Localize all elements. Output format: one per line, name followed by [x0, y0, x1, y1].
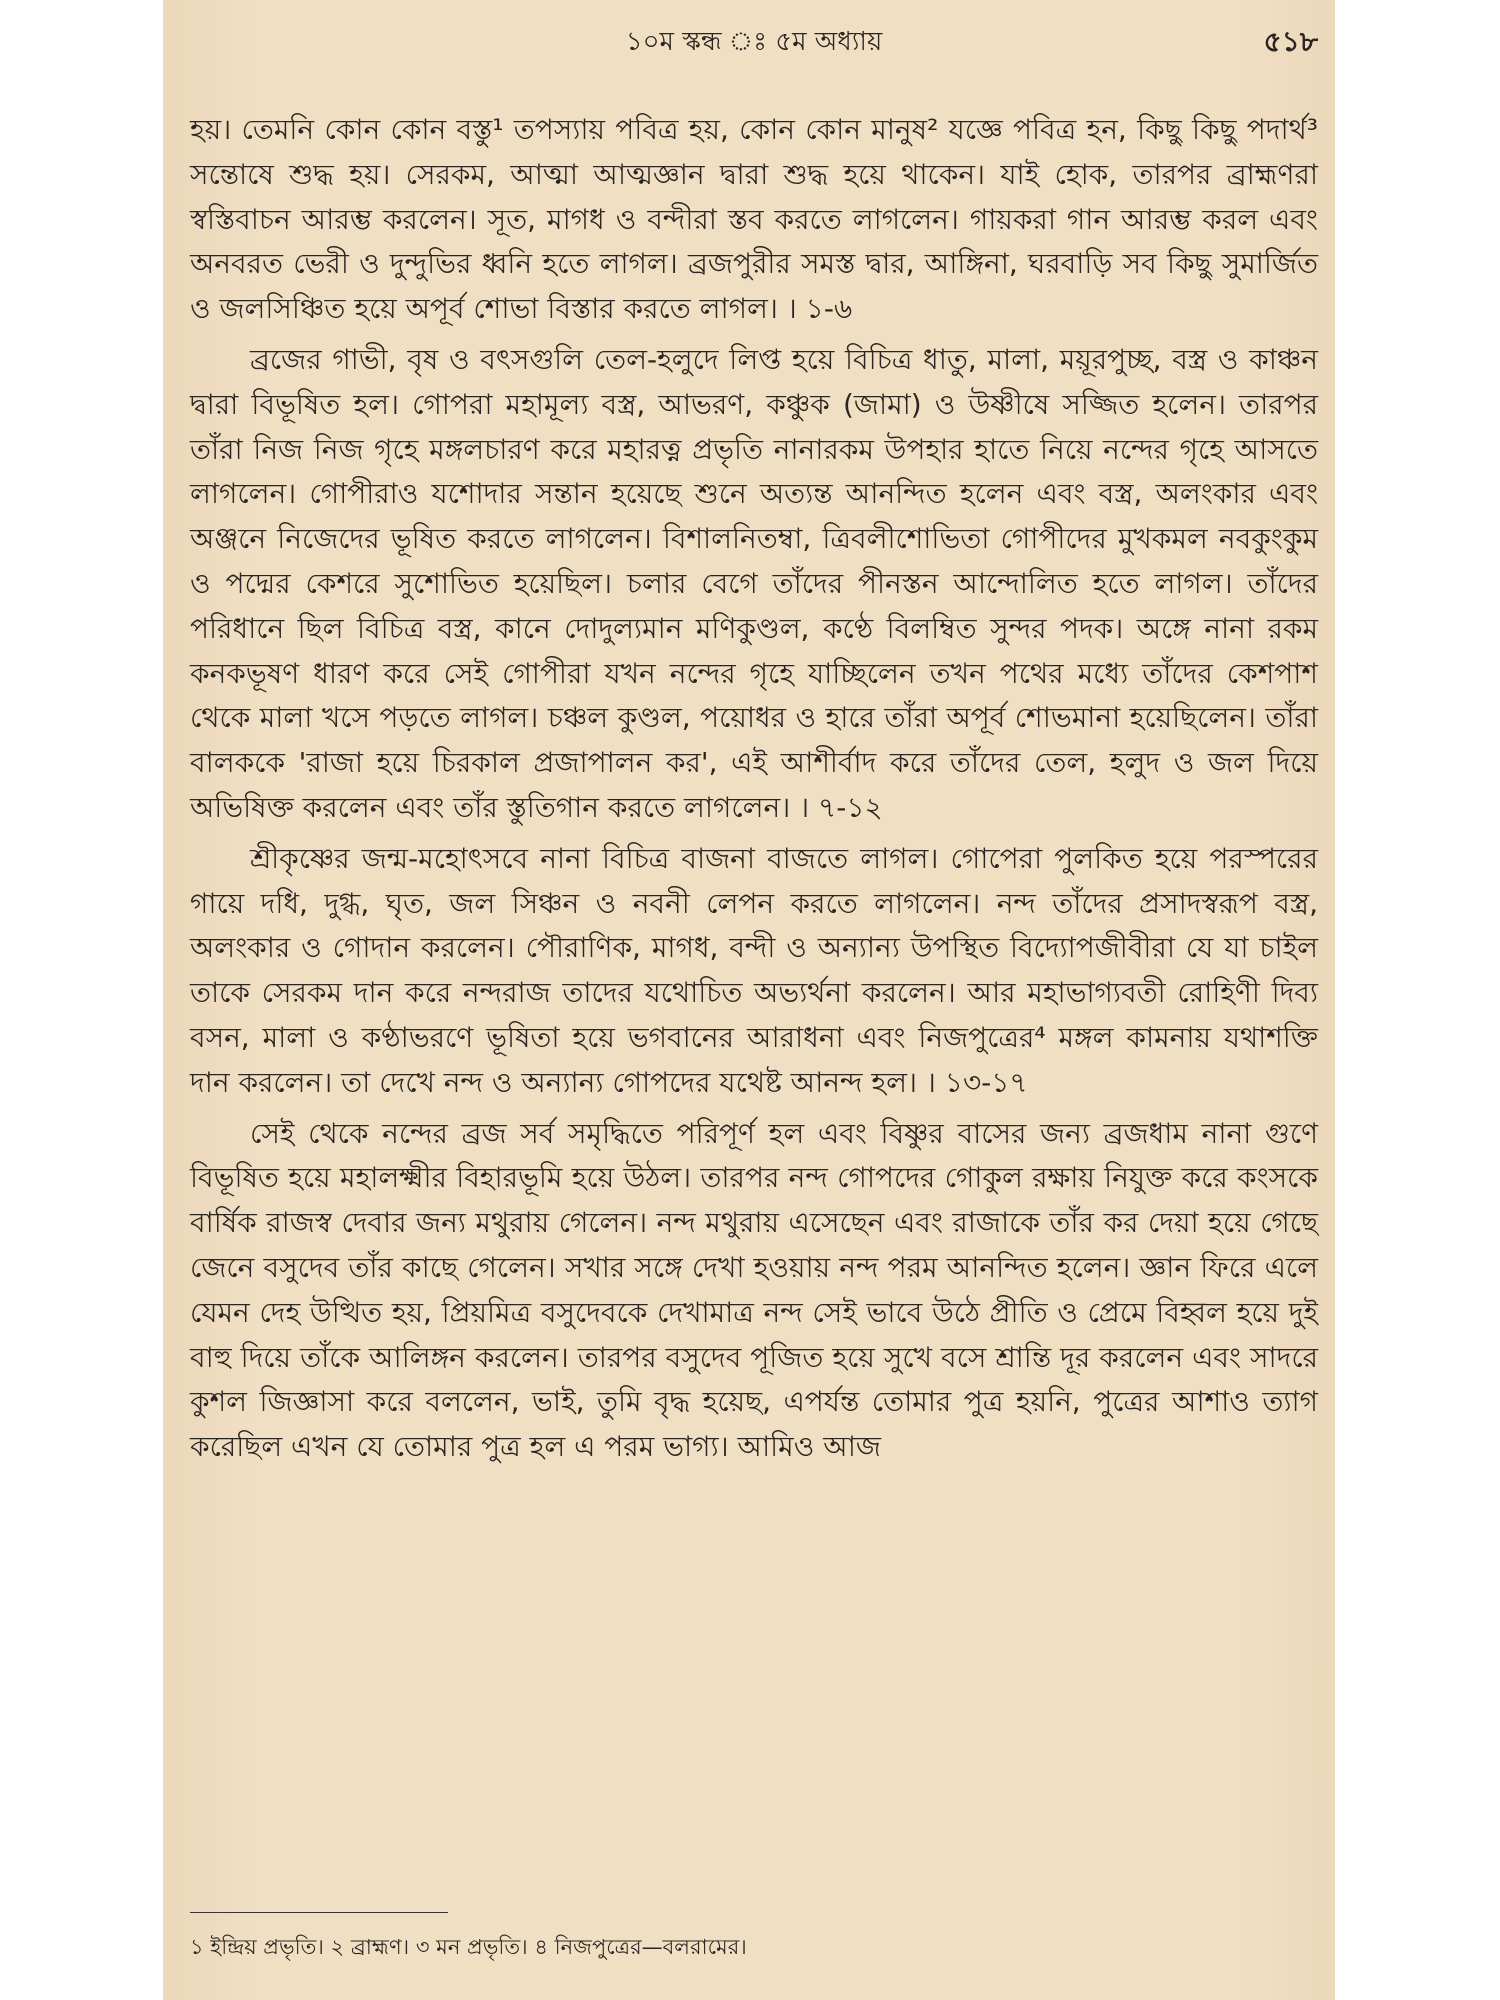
paragraph: [190, 1112, 1318, 1470]
footnotes: ১ ইন্দ্রিয় প্রভৃতি। ২ ব্রাহ্মণ। ৩ মন প্রভৃতি। ৪ নিজপুত্রের—বলরামের।: [190, 1935, 747, 1959]
running-head: ১০ম স্কন্ধ ঃ ৫ম অধ্যায়: [625, 27, 883, 57]
paragraph: [190, 837, 1318, 1106]
page-scan: [163, 0, 1335, 2000]
body-text: [190, 108, 1318, 1476]
footnote-divider: [190, 1912, 448, 1913]
page-header: [190, 22, 1318, 62]
paragraph-text: ব্রজের গাভী, বৃষ ও বৎসগুলি তেল-হলুদে লিপ্ত হয়ে বিচিত্র ধাতু, মালা, ময়ূরপুচ্ছ, বস্ত্র ও কাঞ্চন দ্বারা বিভূষিত হল। গোপরা মহামূল্য বস্ত্র, আভরণ, কঞ্চুক (জামা) ও উষ্ণীষে সজ্জিত হলেন। তারপর তাঁরা নিজ নিজ গৃহে মঙ্গলচারণ করে মহারত্ন প্রভৃতি নানারকম উপহার হাতে নিয়ে নন্দের গৃহে আসতে লাগলেন। গোপীরাও যশোদার সন্তান হয়েছে শুনে অত্যন্ত আনন্দিত হলেন এবং বস্ত্র, অলংকার এবং অঞ্জনে নিজেদের ভূষিত করতে লাগলেন। বিশালনিতম্বা, ত্রিবলীশোভিতা গোপীদের মুখকমল নবকুংকুম ও পদ্মের কেশরে সুশোভিত হয়েছিল। চলার বেগে তাঁদের পীনস্তন আন্দোলিত হতে লাগল। তাঁদের পরিধানে ছিল বিচিত্র বস্ত্র, কানে দোদুল্যমান মণিকুণ্ডল, কণ্ঠে বিলম্বিত সুন্দর পদক। অঙ্গে নানা রকম কনকভূষণ ধারণ করে সেই গোপীরা যখন নন্দের গৃহে যাচ্ছিলেন তখন পথের মধ্যে তাঁদের কেশপাশ থেকে মালা খসে পড়তে লাগল। চঞ্চল কুণ্ডল, পয়োধর ও হারে তাঁরা অপূর্ব শোভমানা হয়েছিলেন। তাঁরা বালককে 'রাজা হয়ে চিরকাল প্রজাপালন কর', এই আশীর্বাদ করে তাঁদের তেল, হলুদ ও জল দিয়ে অভিষিক্ত করলেন এবং তাঁর স্তুতিগান করতে লাগলেন।: [190, 342, 1318, 824]
verse-reference: । ১৩-১৭: [925, 1065, 1028, 1099]
page-number: ৫১৮: [1263, 25, 1318, 58]
paragraph-text: সেই থেকে নন্দের ব্রজ সর্ব সমৃদ্ধিতে পরিপূর্ণ হল এবং বিষ্ণুর বাসের জন্য ব্রজধাম নানা গুণে বিভূষিত হয়ে মহালক্ষ্মীর বিহারভূমি হয়ে উঠল। তারপর নন্দ গোপদের গোকুল রক্ষায় নিযুক্ত করে কংসকে বার্ষিক রাজস্ব দেবার জন্য মথুরায় গেলেন। নন্দ মথুরায় এসেছেন এবং রাজাকে তাঁর কর দেয়া হয়ে গেছে জেনে বসুদেব তাঁর কাছে গেলেন। সখার সঙ্গে দেখা হওয়ায় নন্দ পরম আনন্দিত হলেন। জ্ঞান ফিরে এলে যেমন দেহ উত্থিত হয়, প্রিয়মিত্র বসুদেবকে দেখামাত্র নন্দ সেই ভাবে উঠে প্রীতি ও প্রেমে বিহ্বল হয়ে দুই বাহু দিয়ে তাঁকে আলিঙ্গন করলেন। তারপর বসুদেব পূজিত হয়ে সুখে বসে শ্রান্তি দূর করলেন এবং সাদরে কুশল জিজ্ঞাসা করে বললেন, ভাই, তুমি বৃদ্ধ হয়েছ, এপর্যন্ত তোমার পুত্র হয়নি, পুত্রের আশাও ত্যাগ করেছিল এখন যে তোমার পুত্র হল এ পরম ভাগ্য। আমিও আজ: [190, 1116, 1318, 1464]
verse-reference: । ৭-১২: [799, 790, 883, 824]
paragraph: [190, 338, 1318, 831]
book-page: [190, 0, 1318, 2000]
verse-reference: । ১-৬: [786, 292, 853, 326]
paragraph-text: হয়। তেমনি কোন কোন বস্তু¹ তপস্যায় পবিত্র হয়, কোন কোন মানুষ² যজ্ঞে পবিত্র হন, কিছু কিছু পদার্থ³ সন্তোষে শুদ্ধ হয়। সেরকম, আত্মা আত্মজ্ঞান দ্বারা শুদ্ধ হয়ে থাকেন। যাই হোক, তারপর ব্রাহ্মণরা স্বস্তিবাচন আরম্ভ করলেন। সূত, মাগধ ও বন্দীরা স্তব করতে লাগলেন। গায়করা গান আরম্ভ করল এবং অনবরত ভেরী ও দুন্দুভির ধ্বনি হতে লাগল। ব্রজপুরীর সমস্ত দ্বার, আঙ্গিনা, ঘরবাড়ি সব কিছু সুমার্জিত ও জলসিঞ্চিত হয়ে অপূর্ব শোভা বিস্তার করতে লাগল।: [190, 113, 1318, 326]
paragraph: [190, 108, 1318, 332]
paragraph-text: শ্রীকৃষ্ণের জন্ম-মহোৎসবে নানা বিচিত্র বাজনা বাজতে লাগল। গোপেরা পুলকিত হয়ে পরস্পরের গায়ে দধি, দুগ্ধ, ঘৃত, জল সিঞ্চন ও নবনী লেপন করতে লাগলেন। নন্দ তাঁদের প্রসাদস্বরূপ বস্ত্র, অলংকার ও গোদান করলেন। পৌরাণিক, মাগধ, বন্দী ও অন্যান্য উপস্থিত বিদ্যোপজীবীরা যে যা চাইল তাকে সেরকম দান করে নন্দরাজ তাদের যথোচিত অভ্যর্থনা করলেন। আর মহাভাগ্যবতী রোহিণী দিব্য বসন, মালা ও কণ্ঠাভরণে ভূষিতা হয়ে ভগবানের আরাধনা এবং নিজপুত্রের⁴ মঙ্গল কামনায় যথাশক্তি দান করলেন। তা দেখে নন্দ ও অন্যান্য গোপদের যথেষ্ট আনন্দ হল।: [190, 841, 1318, 1099]
